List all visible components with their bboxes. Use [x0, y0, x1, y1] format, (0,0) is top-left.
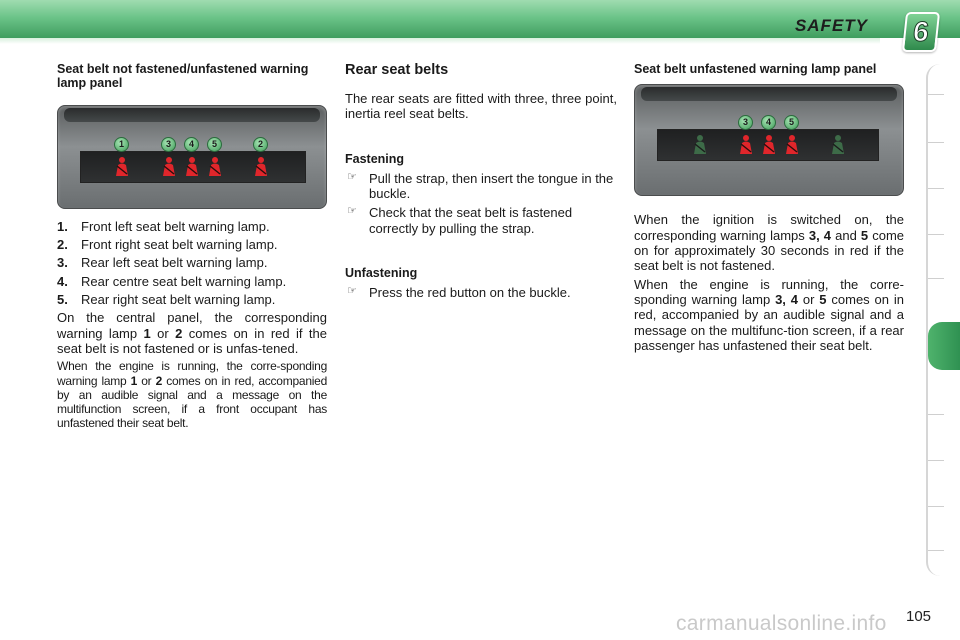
- tab-divider: [928, 414, 944, 415]
- middle-column: [345, 62, 617, 300]
- lamp-legend-list: [57, 219, 327, 308]
- seatbelt-warning-icon: [760, 134, 778, 156]
- paragraph: When the engine is running, the corre-sponding warning lamp 1 or 2 comes on in red, accompanied by an audible signal and a message on the multifunction screen, if a front occupant has unfastened their seat belt.: [57, 359, 328, 430]
- fastening-heading: Fastening: [345, 151, 405, 166]
- seatbelt-warning-icon: [737, 134, 755, 156]
- intro-paragraph: The rear seats are fitted with three, three point, inertia reel seat belts.: [345, 91, 617, 122]
- list-item: 1. Front left seat belt warning lamp.: [57, 218, 270, 234]
- list-item: 3. Rear left seat belt warning lamp.: [57, 255, 268, 271]
- paragraph: On the central panel, the corresponding warning lamp 1 or 2 comes on in red if the seat belt is not fastened or is unfas-tened.: [57, 310, 327, 357]
- tab-divider: [928, 188, 944, 189]
- seatbelt-warning-icon: [783, 134, 801, 156]
- tab-divider: [928, 278, 944, 279]
- tab-divider: [928, 460, 944, 461]
- paragraph: When the engine is running, the corre-sponding warning lamp 3, 4 or 5 comes on in red, accompanied by an audible signal and a message on the multifunc-tion screen, if a rear passenger has unfastened their seat belt.: [634, 276, 904, 353]
- tab-divider: [928, 234, 944, 235]
- seatbelt-off-icon: [829, 134, 847, 156]
- bullet-item: ☞ Check that the seat belt is fastened correctly by pulling the strap.: [347, 205, 573, 236]
- list-item: 4. Rear centre seat belt warning lamp.: [57, 273, 287, 289]
- tab-divider: [928, 94, 944, 95]
- lamp-number-badge: 5: [784, 115, 799, 130]
- lamp-number-badge: 3: [161, 137, 176, 152]
- right-column: [634, 62, 904, 353]
- seatbelt-warning-icon: [183, 156, 201, 178]
- seatbelt-warning-icon: [160, 156, 178, 178]
- unfastening-heading: Unfastening: [345, 265, 418, 280]
- lamp-number-badge: 2: [253, 137, 268, 152]
- bullet-item: ☞ Press the red button on the buckle.: [347, 284, 571, 300]
- front-panel-heading: Seat belt not fastened/unfastened warning lamp panel: [57, 62, 309, 91]
- paragraph: When the ignition is switched on, the corresponding warning lamps 3, 4 and 5 come on for approximately 30 seconds in red if the seat belt is not fastened.: [634, 212, 905, 274]
- bullet-arrow-icon: ☞: [347, 205, 357, 218]
- lamp-number-badge: 4: [184, 137, 199, 152]
- page-header: [0, 0, 960, 50]
- seatbelt-off-icon: [691, 134, 709, 156]
- lamp-number-badge: 1: [114, 137, 129, 152]
- tab-divider: [928, 506, 944, 507]
- left-column: [57, 62, 327, 430]
- list-item: 2. Front right seat belt warning lamp.: [57, 237, 278, 253]
- seatbelt-warning-icon: [113, 156, 131, 178]
- rear-panel-heading: Seat belt unfastened warning lamp panel: [634, 62, 877, 76]
- lamp-number-badge: 5: [207, 137, 222, 152]
- seatbelt-warning-icon: [206, 156, 224, 178]
- bullet-arrow-icon: ☞: [347, 284, 357, 297]
- seatbelt-warning-icon: [252, 156, 270, 178]
- tab-divider: [928, 550, 944, 551]
- front-warning-lamp-panel: [57, 105, 327, 209]
- chapter-badge: [902, 12, 940, 52]
- lamp-number-badge: 4: [761, 115, 776, 130]
- watermark: carmanualsonline.info: [676, 612, 887, 635]
- bullet-arrow-icon: ☞: [347, 170, 357, 183]
- tab-divider: [928, 142, 944, 143]
- header-edge: [0, 38, 880, 44]
- section-title: SAFETY: [794, 16, 868, 35]
- chapter-tabs: [926, 64, 960, 576]
- rear-warning-lamp-panel: [634, 84, 904, 196]
- active-chapter-tab[interactable]: [928, 322, 960, 370]
- page-number: 105: [906, 608, 932, 625]
- bullet-item: ☞ Pull the strap, then insert the tongue in the buckle.: [347, 170, 614, 201]
- rear-belts-heading: Rear seat belts: [345, 62, 449, 78]
- chapter-number: 6: [911, 16, 931, 47]
- lamp-number-badge: 3: [738, 115, 753, 130]
- list-item: 5. Rear right seat belt warning lamp.: [57, 292, 276, 308]
